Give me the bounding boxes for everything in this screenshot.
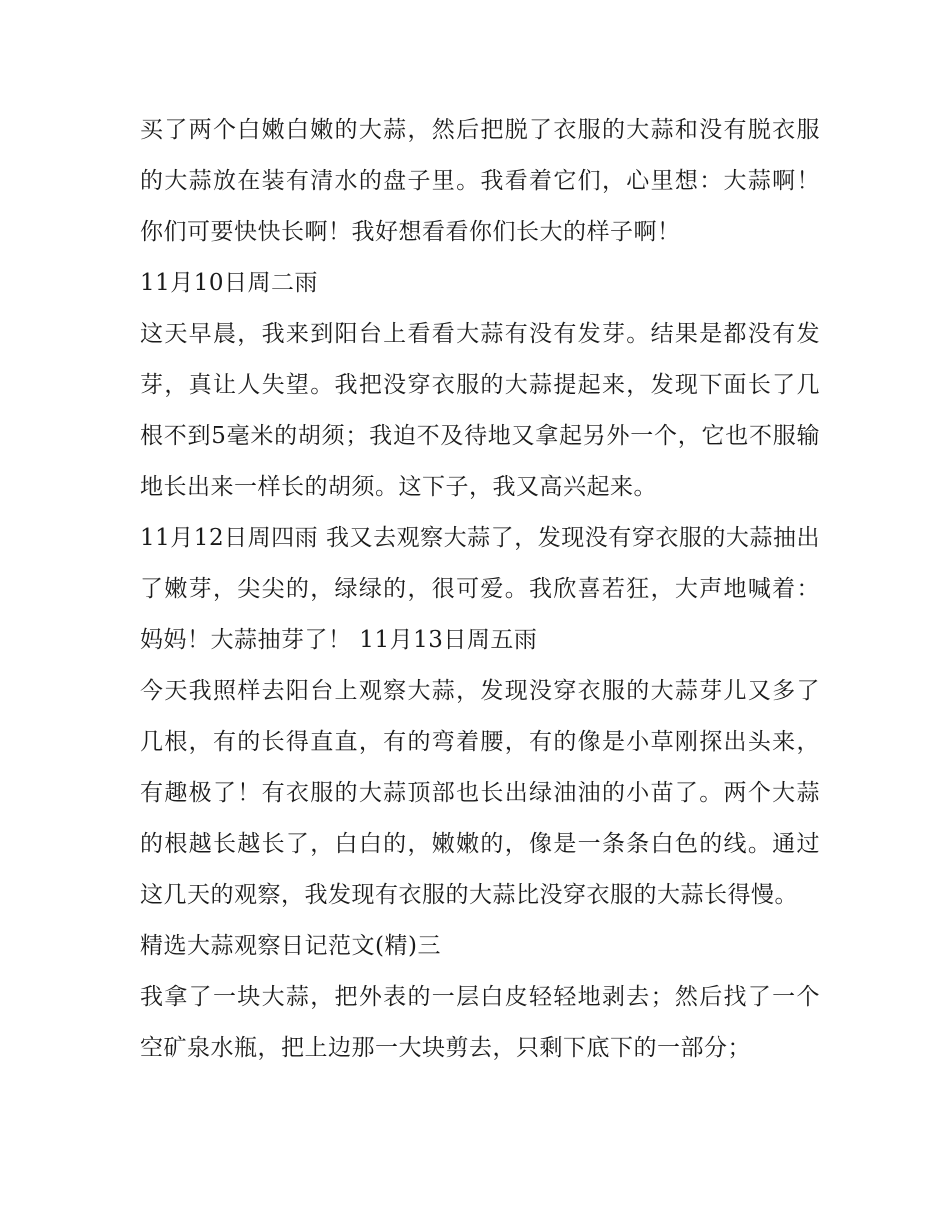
section-heading: 精选大蒜观察日记范文(精)三 bbox=[140, 933, 441, 959]
paragraph-nov-10: 这天早晨，我来到阳台上看看大蒜有没有发芽。结果是都没有发芽，真让人失望。我把没穿衣服的大蒜提起来，发现下面长了几根不到5毫米的胡须；我迫不及待地又拿起另外一个，它也不服输地长出来一样长的胡须。这下子，我又高兴起来。 bbox=[140, 321, 820, 500]
paragraph-intro: 买了两个白嫩白嫩的大蒜，然后把脱了衣服的大蒜和没有脱衣服的大蒜放在装有清水的盘子里。我看着它们，心里想：大蒜啊！你们可要快快长啊！我好想看看你们长大的样子啊！ bbox=[140, 117, 820, 245]
date-heading-nov-10: 11月10日周二雨 bbox=[140, 270, 319, 296]
paragraph-nov-12: 11月12日周四雨 我又去观察大蒜了，发现没有穿衣服的大蒜抽出了嫩芽，尖尖的，绿绿的，很可爱。我欣喜若狂，大声地喊着：妈妈！大蒜抽芽了！ 11月13日周五雨 bbox=[140, 525, 820, 653]
paragraph-nov-13: 今天我照样去阳台上观察大蒜，发现没穿衣服的大蒜芽儿又多了几根，有的长得直直，有的弯着腰，有的像是小草刚探出头来，有趣极了！有衣服的大蒜顶部也长出绿油油的小苗了。两个大蒜的根越长越长了，白白的，嫩嫩的，像是一条条白色的线。通过这几天的观察，我发现有衣服的大蒜比没穿衣服的大蒜长得慢。 bbox=[140, 678, 820, 908]
paragraph-section-three: 我拿了一块大蒜，把外表的一层白皮轻轻地剥去；然后找了一个空矿泉水瓶，把上边那一大块剪去，只剩下底下的一部分； bbox=[140, 984, 820, 1061]
